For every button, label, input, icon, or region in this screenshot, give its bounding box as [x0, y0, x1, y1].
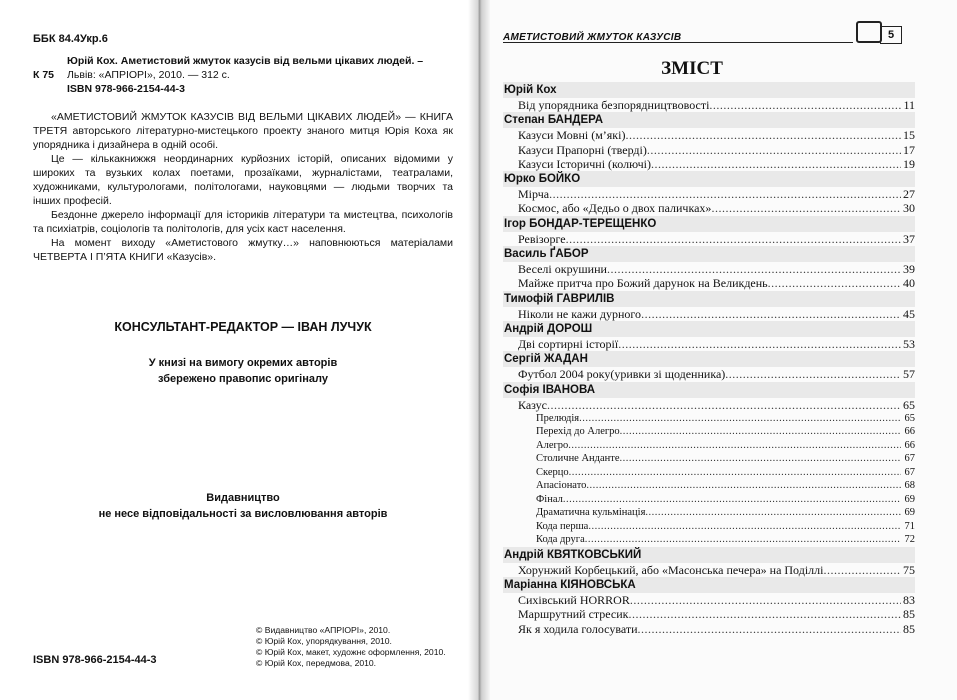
toc-author: Степан БАНДЕРА [503, 112, 915, 128]
toc-dot-leader [569, 466, 901, 480]
annotation [33, 110, 453, 264]
toc-entry[interactable] [503, 276, 915, 290]
toc-author: Софія ІВАНОВА [503, 382, 915, 398]
toc-dot-leader [607, 262, 901, 276]
copyright-block [256, 625, 446, 669]
toc-entry[interactable] [503, 98, 915, 112]
toc-dot-leader [630, 593, 901, 607]
copyright-line: © Юрій Кох, макет, художнє оформлення, 2010. [256, 647, 446, 657]
toc-dot-leader [568, 439, 901, 453]
toc-entry-title: Казуси Мовні (м’які) [518, 128, 626, 143]
toc-subentry[interactable] [503, 479, 915, 493]
toc-page-number: 27 [903, 187, 915, 202]
toc-entry-title: Драматична кульмінація [536, 507, 646, 519]
copyright-line: © Видавництво «АПРІОРІ», 2010. [256, 625, 391, 635]
toc-subentry[interactable] [503, 493, 915, 507]
disclaimer-line: не несе відповідальності за висловлювання авторів [98, 508, 388, 520]
toc-entry[interactable] [503, 262, 915, 276]
toc-author: Маріанна КІЯНОВСЬКА [503, 577, 915, 593]
isbn-bottom: ISBN 978-966-2154-44-3 [33, 654, 157, 666]
toc-page-number: 69 [904, 493, 915, 505]
catalog-index: К 75 [33, 69, 55, 81]
toc-page-number: 67 [904, 453, 915, 465]
toc-entry-title: Алегро [536, 439, 569, 451]
toc-entry[interactable] [503, 563, 915, 577]
toc-subentry[interactable] [503, 452, 915, 466]
toc-dot-leader [645, 506, 901, 520]
toc-subentry[interactable] [503, 412, 915, 426]
toc-entry[interactable] [503, 143, 915, 157]
toc-dot-leader [618, 337, 901, 351]
toc-author: Ігор БОНДАР-ТЕРЕЩЕНКО [503, 216, 915, 232]
toc-page-number: 85 [903, 621, 915, 636]
toc-entry[interactable] [503, 398, 915, 412]
toc-page-number: 45 [903, 306, 915, 321]
toc-dot-leader [725, 367, 901, 381]
toc-author: Андрій КВЯТКОВСЬКИЙ [503, 547, 915, 563]
toc-subentry[interactable] [503, 439, 915, 453]
toc-subentry[interactable] [503, 533, 915, 547]
toc-subentry[interactable] [503, 506, 915, 520]
toc-dot-leader [823, 563, 901, 577]
toc-dot-leader [629, 607, 901, 621]
toc-entry[interactable] [503, 607, 915, 621]
spelling-note-line: збережено правопис оригіналу [158, 373, 328, 385]
toc-page-number: 30 [903, 201, 915, 216]
toc-page-number: 57 [903, 367, 915, 382]
toc-entry-title: Казус [518, 397, 547, 412]
toc-entry-title: Казуси Прапорні (тверді) [518, 142, 647, 157]
toc-entry-title: Скерцо [536, 466, 569, 478]
toc-entry[interactable] [503, 337, 915, 351]
toc-entry[interactable] [503, 128, 915, 142]
toc-page-number: 37 [903, 231, 915, 246]
toc-page-number: 66 [904, 426, 915, 438]
toc-entry-title: Фінал [536, 493, 563, 505]
table-of-contents [503, 82, 915, 636]
toc-dot-leader [547, 398, 901, 412]
toc-entry-title: Кода друга [536, 534, 585, 546]
annotation-paragraph: На момент виходу «Аметистового жмутку…» наповнюються матеріалами ЧЕТВЕРТА І П’ЯТА КНИГИ «Казусів». [33, 237, 453, 263]
toc-entry-title: Як я ходила голосувати [518, 621, 638, 636]
copyright-line: © Юрій Кох, упорядкування, 2010. [256, 636, 392, 646]
toc-entry-title: Ревізорге [518, 231, 566, 246]
toc-entry-title: Прелюдія [536, 412, 580, 424]
toc-entry-title: Казуси Історичні (колючі) [518, 156, 651, 171]
toc-dot-leader [641, 307, 901, 321]
toc-author: Юрко БОЙКО [503, 171, 915, 187]
toc-page-number: 68 [904, 480, 915, 492]
catalog-line-1: Юрій Кох. Аметистовий жмуток казусів від вельми цікавих людей. – [67, 55, 424, 67]
toc-dot-leader [588, 520, 901, 534]
toc-page-number: 69 [904, 507, 915, 519]
toc-author: Юрій Кох [503, 82, 915, 98]
consultant-editor: КОНСУЛЬТАНТ-РЕДАКТОР — ІВАН ЛУЧУК [114, 320, 372, 334]
book-spine [468, 0, 490, 700]
bbk-code: ББК 84.4Укр.6 [33, 33, 108, 45]
toc-dot-leader [651, 157, 901, 171]
catalog-isbn: ISBN 978-966-2154-44-3 [67, 83, 185, 95]
toc-subentry[interactable] [503, 466, 915, 480]
toc-entry[interactable] [503, 593, 915, 607]
toc-dot-leader [585, 533, 901, 547]
toc-entry-title: Веселі окрушини [518, 262, 607, 277]
toc-entry[interactable] [503, 201, 915, 215]
toc-subentry[interactable] [503, 425, 915, 439]
toc-page-number: 11 [903, 98, 915, 112]
toc-page-number: 67 [904, 466, 915, 478]
toc-entry-title: Перехід до Алегро [536, 426, 620, 438]
toc-page-number: 39 [903, 262, 915, 277]
toc-page-number: 15 [903, 128, 915, 143]
toc-page-number: 66 [904, 439, 915, 451]
running-head-title: АМЕТИСТОВИЙ ЖМУТОК КАЗУСІВ [503, 32, 682, 43]
toc-page-number: 83 [903, 593, 915, 608]
toc-page-number: 72 [904, 534, 915, 546]
toc-entry-title: Кода перша [536, 520, 589, 532]
toc-entry-title: Мірча [518, 187, 550, 202]
page-number: 5 [880, 26, 902, 44]
toc-dot-leader [620, 425, 901, 439]
toc-entry-title: Столичне Анданте [536, 453, 620, 465]
copyright-line: © Юрій Кох, передмова, 2010. [256, 658, 377, 668]
toc-page-number: 40 [903, 276, 915, 291]
toc-dot-leader [768, 276, 901, 290]
running-head [503, 27, 853, 43]
toc-page-number: 17 [903, 142, 915, 157]
toc-dot-leader [586, 479, 901, 493]
toc-entry[interactable] [503, 622, 915, 636]
toc-author: Андрій ДОРОШ [503, 321, 915, 337]
toc-entry-title: Сихівський HORROR [518, 593, 630, 608]
spelling-note-line: У книзі на вимогу окремих авторів [148, 357, 338, 369]
toc-page-number: 85 [903, 607, 915, 622]
toc-entry-title: Апасіонато [536, 480, 587, 492]
toc-dot-leader [579, 412, 901, 426]
contents-title: ЗМІСТ [661, 58, 723, 79]
toc-dot-leader [566, 232, 901, 246]
toc-dot-leader [549, 187, 901, 201]
toc-entry-title: Дві сортирні історії [518, 336, 619, 351]
toc-entry-title: Космос, або «Дедьо о двох паличках» [518, 201, 712, 216]
toc-entry-title: Маршрутний стресик [518, 607, 629, 622]
toc-entry-title: Хорунжий Корбецький, або «Масонська печера» на Поділлі [518, 562, 824, 577]
toc-subentry[interactable] [503, 520, 915, 534]
toc-entry-title: Ніколи не кажи дурного [518, 306, 642, 321]
toc-entry[interactable] [503, 307, 915, 321]
toc-dot-leader [638, 622, 901, 636]
publisher-disclaimer [33, 490, 453, 522]
toc-entry[interactable] [503, 232, 915, 246]
annotation-paragraph: Це — кількакнижжя неординарних курйозних історій, описаних відомими у широких та вузьких колах поетами, прозаїками, журналістами, театралами, художниками, культурологами, політологами, науковцями — людьми творчих та інших професій. [33, 153, 453, 207]
annotation-paragraph: Бездонне джерело інформації для істориків літератури та мистецтва, психологів та психіатрів, соціологів та політологів, для усіх каст населення. [33, 209, 453, 235]
toc-page-number: 19 [903, 156, 915, 171]
toc-entry[interactable] [503, 157, 915, 171]
toc-page-number: 53 [903, 336, 915, 351]
toc-entry-title: Майже притча про Божий дарунок на Великдень [518, 276, 768, 291]
toc-entry-title: Футбол 2004 року(уривки зі щоденника) [518, 367, 726, 382]
disclaimer-line: Видавництво [206, 492, 280, 504]
toc-dot-leader [563, 493, 901, 507]
toc-author: Василь ҐАБОР [503, 246, 915, 262]
toc-author: Тимофій ГАВРИЛІВ [503, 291, 915, 307]
annotation-paragraph: «АМЕТИСТОВИЙ ЖМУТОК КАЗУСІВ ВІД ВЕЛЬМИ ЦІКАВИХ ЛЮДЕЙ» — КНИГА ТРЕТЯ авторського літературно-мистецького проекту знаного митця Юрія Коха як упорядника і дизайнера в одній особі. [33, 111, 453, 151]
toc-page-number: 65 [903, 397, 915, 412]
toc-dot-leader [647, 143, 901, 157]
toc-dot-leader [620, 452, 901, 466]
toc-entry[interactable] [503, 367, 915, 381]
toc-author: Сергій ЖАДАН [503, 351, 915, 367]
toc-entry[interactable] [503, 187, 915, 201]
toc-dot-leader [711, 201, 901, 215]
toc-entry-title: Від упорядника безпорядництвовості [518, 98, 710, 112]
spelling-note [33, 355, 453, 387]
toc-dot-leader [709, 98, 901, 112]
toc-dot-leader [625, 128, 901, 142]
toc-page-number: 71 [904, 520, 915, 532]
catalog-line-2: Львів: «АПРІОРІ», 2010. — 312 с. [67, 69, 230, 81]
catalog-record [33, 54, 453, 96]
ornament-icon [856, 21, 882, 43]
toc-page-number: 65 [904, 412, 915, 424]
toc-page-number: 75 [903, 562, 915, 577]
